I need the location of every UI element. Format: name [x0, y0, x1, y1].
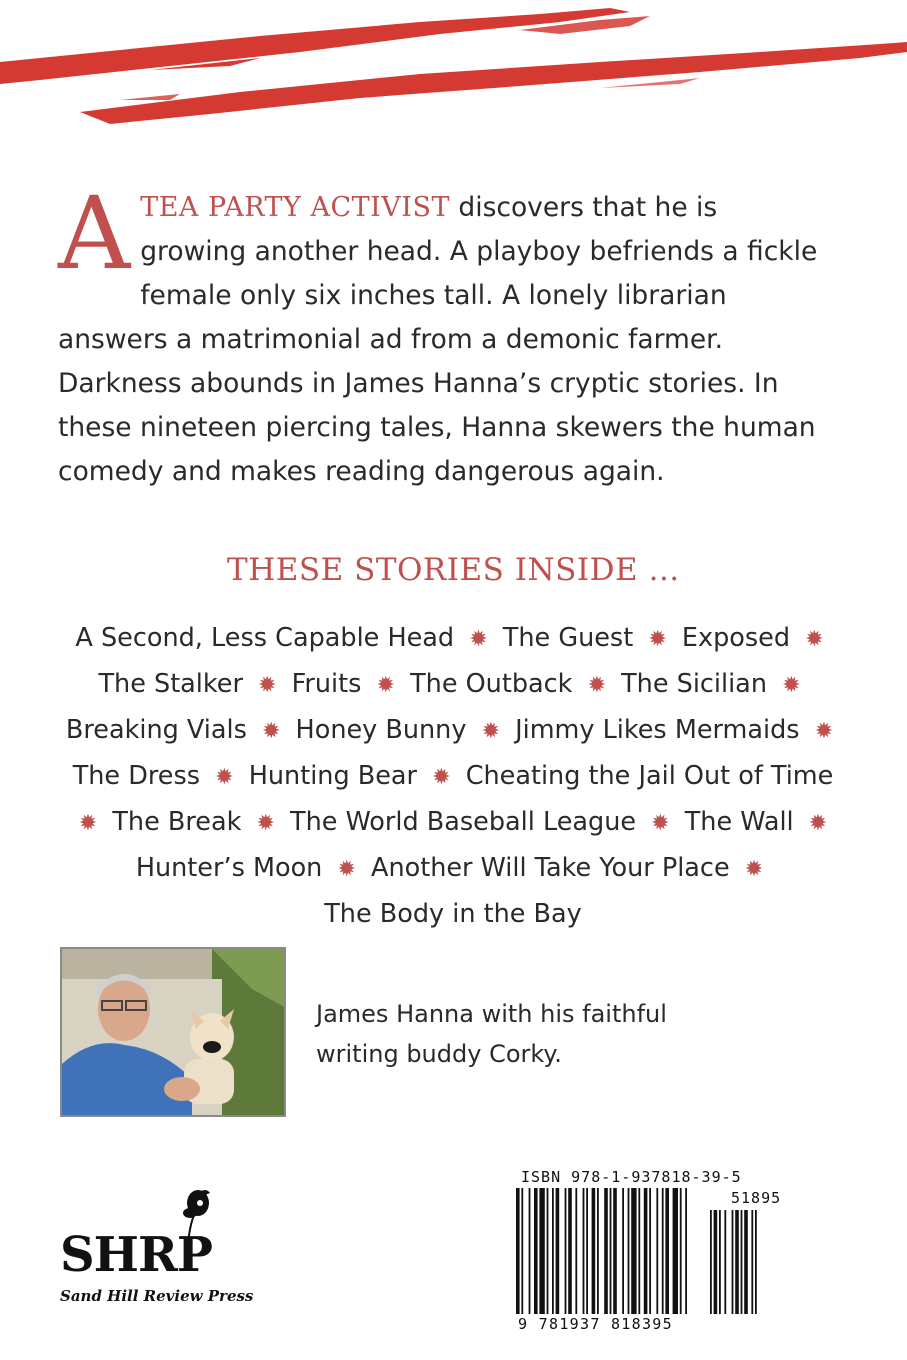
asterisk-star-icon: ✹ — [262, 719, 281, 744]
barcode-addon-bar — [751, 1210, 753, 1314]
blurb-text: discovers that he is growing another head. A playboy befriends a fickle female only six inches tall. A lonely librarian answers a matrimonial ad from a demonic farmer. Darkness abounds in James Hanna’s cryptic stories. In these nineteen piercing tales, Hanna skewers the human comedy and makes reading dangerous again. — [58, 192, 818, 487]
story-title: Breaking Vials — [65, 715, 247, 745]
barcode-bar — [680, 1188, 682, 1314]
publisher-logo — [60, 1185, 260, 1305]
story-title: The Body in the Bay — [324, 899, 582, 929]
barcode-bar — [597, 1188, 599, 1314]
asterisk-star-icon: ✹ — [376, 673, 395, 698]
barcode-bar — [552, 1188, 554, 1314]
barcode-bar — [613, 1188, 617, 1314]
barcode-bar — [638, 1188, 640, 1314]
barcode-bar — [644, 1188, 648, 1314]
publisher-logo-text: SHRP — [60, 1227, 212, 1283]
story-title: The Stalker — [98, 669, 243, 699]
barcode-bar — [685, 1188, 687, 1314]
story-title: Hunter’s Moon — [135, 853, 323, 883]
story-title: Honey Bunny — [295, 715, 467, 745]
asterisk-star-icon: ✹ — [481, 719, 500, 744]
asterisk-star-icon: ✹ — [648, 627, 667, 652]
asterisk-star-icon: ✹ — [469, 627, 488, 652]
story-title: Hunting Bear — [248, 761, 418, 791]
asterisk-star-icon: ✹ — [587, 673, 606, 698]
story-title: A Second, Less Capable Head — [75, 623, 455, 653]
asterisk-star-icon: ✹ — [744, 857, 764, 882]
barcode-bar — [565, 1188, 567, 1314]
story-title: The Dress — [72, 761, 201, 791]
barcode-bar — [516, 1188, 520, 1314]
asterisk-star-icon: ✹ — [808, 811, 828, 836]
barcode-bar — [521, 1188, 523, 1314]
publisher-name: Sand Hill Review Press — [60, 1287, 254, 1305]
barcode-bar — [592, 1188, 596, 1314]
barcode-bar — [547, 1188, 549, 1314]
story-title: The Wall — [684, 807, 794, 837]
asterisk-star-icon: ✹ — [256, 811, 275, 836]
barcode-bar — [575, 1188, 577, 1314]
photo-caption: James Hanna with his faithful writing buddy Corky. — [316, 1000, 667, 1068]
story-title: The World Baseball League — [290, 807, 637, 837]
barcode-addon-bar — [714, 1210, 718, 1314]
isbn-barcode-block — [510, 1164, 810, 1334]
asterisk-star-icon: ✹ — [78, 811, 98, 836]
barcode-bar — [556, 1188, 560, 1314]
barcode-bar — [539, 1188, 544, 1314]
barcode-bar — [631, 1188, 636, 1314]
barcode-bar — [534, 1188, 538, 1314]
asterisk-star-icon: ✹ — [258, 673, 277, 698]
asterisk-star-icon: ✹ — [651, 811, 670, 836]
barcode-bar — [604, 1188, 608, 1314]
story-title: Fruits — [291, 669, 362, 699]
story-title: The Guest — [502, 623, 634, 653]
barcode-number: 9 781937 818395 — [518, 1315, 673, 1333]
barcode-addon-bar — [710, 1210, 712, 1314]
barcode-addon-bar — [724, 1210, 726, 1314]
drop-cap: A — [58, 175, 131, 292]
story-title: The Break — [112, 807, 242, 837]
story-title: The Sicilian — [621, 669, 767, 699]
asterisk-star-icon: ✹ — [215, 765, 234, 790]
barcode-addon-bar — [755, 1210, 757, 1314]
story-title: Exposed — [681, 623, 791, 653]
barcode-addon-bar — [719, 1210, 721, 1314]
stories-heading: THESE STORIES INSIDE … — [227, 552, 680, 588]
barcode — [510, 1188, 810, 1318]
barcode-bar — [568, 1188, 572, 1314]
barcode-addon-bar — [732, 1210, 734, 1314]
story-list — [62, 616, 844, 936]
barcode-addon-bar — [741, 1210, 743, 1314]
asterisk-star-icon: ✹ — [432, 765, 451, 790]
asterisk-star-icon: ✹ — [782, 673, 801, 698]
isbn-label: ISBN 978-1-937818-39-5 — [521, 1168, 742, 1186]
barcode-bar — [656, 1188, 658, 1314]
barcode-addon-bar — [744, 1210, 748, 1314]
barcode-bar — [673, 1188, 678, 1314]
barcode-bar — [622, 1188, 624, 1314]
barcode-bar — [610, 1188, 612, 1314]
barcode-bar — [649, 1188, 651, 1314]
barcode-bar — [583, 1188, 585, 1314]
blurb-lead-in: TEA PARTY ACTIVIST — [140, 192, 450, 223]
barcode-bar — [586, 1188, 588, 1314]
barcode-bar — [662, 1188, 664, 1314]
red-brush-stroke-decoration — [0, 0, 907, 150]
asterisk-star-icon: ✹ — [814, 719, 834, 744]
asterisk-star-icon: ✹ — [805, 627, 824, 652]
barcode-bar — [665, 1188, 669, 1314]
barcode-bar — [529, 1188, 531, 1314]
barcode-addon-bar — [735, 1210, 739, 1314]
price-code: 51895 — [731, 1189, 782, 1207]
asterisk-star-icon: ✹ — [337, 857, 356, 882]
story-title: The Outback — [410, 669, 573, 699]
story-title: Another Will Take Your Place — [371, 853, 730, 883]
author-photo — [60, 947, 286, 1117]
back-cover-blurb — [58, 175, 818, 494]
story-title: Cheating the Jail Out of Time — [465, 761, 834, 791]
story-title: Jimmy Likes Mermaids — [515, 715, 800, 745]
barcode-bar — [628, 1188, 630, 1314]
